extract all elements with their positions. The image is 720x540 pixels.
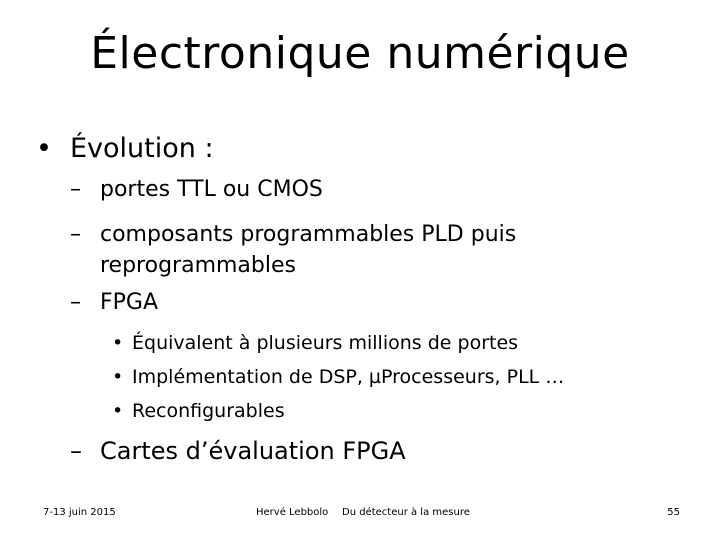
sub-bullet-fpga xyxy=(70,289,158,317)
sub-bullet-text: Cartes d’évaluation FPGA xyxy=(100,437,406,465)
sub-bullet-text: FPGA xyxy=(100,290,159,315)
footer-date: 7-13 juin 2015 xyxy=(43,507,116,518)
sub-bullet-text: portes TTL ou CMOS xyxy=(100,177,323,202)
bullet-text: Évolution : xyxy=(70,133,214,164)
bullet-marker: • xyxy=(112,400,124,422)
sub-bullet-composants xyxy=(70,221,516,249)
subsub-bullet-equivalent xyxy=(112,331,518,355)
sub-bullet-text-line2: reprogrammables xyxy=(100,253,296,278)
bullet-marker: • xyxy=(112,332,124,354)
subsub-bullet-text: Implémentation de DSP, µProcesseurs, PLL … xyxy=(132,366,565,388)
sub-bullet-text-line1: composants programmables PLD puis xyxy=(100,222,517,247)
dash-marker: – xyxy=(70,437,82,465)
sub-bullet-cartes xyxy=(70,437,406,465)
footer-subject: Du détecteur à la mesure xyxy=(342,507,470,518)
dash-marker: – xyxy=(70,290,81,315)
sub-bullet-composants-line2 xyxy=(100,252,296,280)
subsub-bullet-text: Équivalent à plusieurs millions de portes xyxy=(132,332,519,354)
subsub-bullet-text: Reconfigurables xyxy=(132,400,285,422)
subsub-bullet-implementation xyxy=(112,365,564,389)
subsub-bullet-reconfigurables xyxy=(112,399,285,423)
sub-bullet-portes xyxy=(70,176,323,204)
bullet-marker: • xyxy=(36,133,52,164)
footer-page-number: 55 xyxy=(667,507,680,518)
bullet-evolution xyxy=(36,132,214,166)
slide-title: Électronique numérique xyxy=(90,28,630,79)
footer-author: Hervé Lebbolo xyxy=(256,507,329,518)
dash-marker: – xyxy=(70,177,81,202)
dash-marker: – xyxy=(70,222,81,247)
bullet-marker: • xyxy=(112,366,124,388)
